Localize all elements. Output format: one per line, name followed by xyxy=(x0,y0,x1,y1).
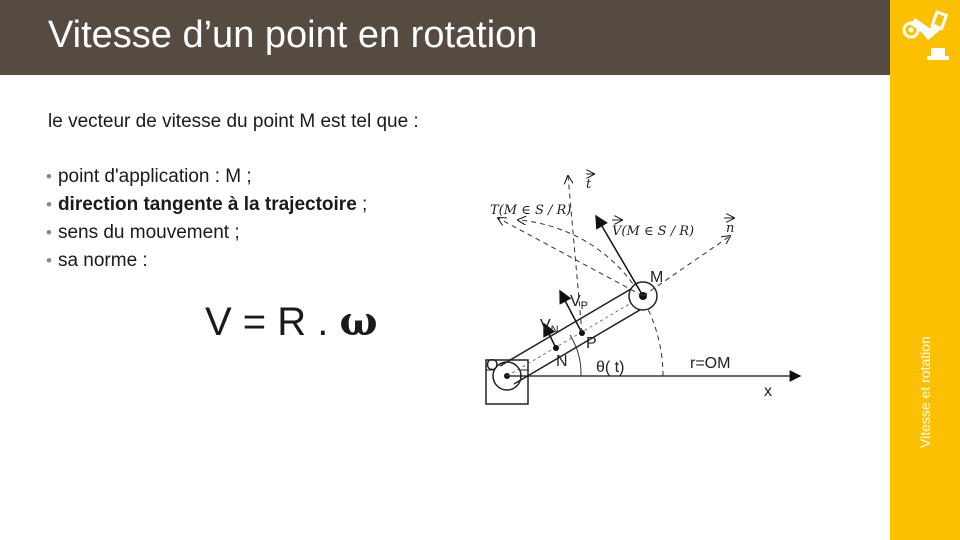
angle-arc xyxy=(570,335,581,376)
list-item: • direction tangente à la trajectoire ; xyxy=(46,194,368,215)
velocity-formula: V = R . ω xyxy=(205,298,378,345)
bullet-dot-icon: • xyxy=(46,195,52,214)
label-vn: VN xyxy=(540,317,559,336)
rotation-diagram xyxy=(478,158,818,414)
sidebar-label: Vitesse et rotation xyxy=(917,336,933,448)
bullet-dot-icon: • xyxy=(46,223,52,242)
bullet-dot-icon: • xyxy=(46,167,52,186)
label-t-vector: t xyxy=(586,177,592,192)
list-item: • sens du mouvement ; xyxy=(46,222,240,243)
label-vp: VP xyxy=(570,293,589,312)
intro-text: le vecteur de vitesse du point M est tel que : xyxy=(48,111,419,132)
label-n: N xyxy=(556,353,568,370)
slide-title: Vitesse d’un point en rotation xyxy=(48,14,538,56)
label-x: x xyxy=(764,383,772,400)
robot-arm-icon xyxy=(897,6,955,64)
bullet-list xyxy=(46,163,367,275)
label-p: P xyxy=(586,335,597,352)
sidebar-band xyxy=(890,0,960,540)
label-tangent-expr: T(M ∈ S / R) xyxy=(490,203,572,218)
label-m: M xyxy=(650,269,664,286)
label-theta: θ( t) xyxy=(596,359,625,376)
label-r: r=OM xyxy=(690,355,731,372)
label-n-vector: n xyxy=(726,221,735,236)
n-vector xyxy=(643,236,730,296)
label-velocity-expr: V(M ∈ S / R) xyxy=(612,224,695,239)
label-o: O xyxy=(486,357,499,374)
header-bar xyxy=(0,0,890,75)
bullet-dot-icon: • xyxy=(46,251,52,270)
list-item: • sa norme : xyxy=(46,250,148,271)
list-item: • point d'application : M ; xyxy=(46,166,252,187)
